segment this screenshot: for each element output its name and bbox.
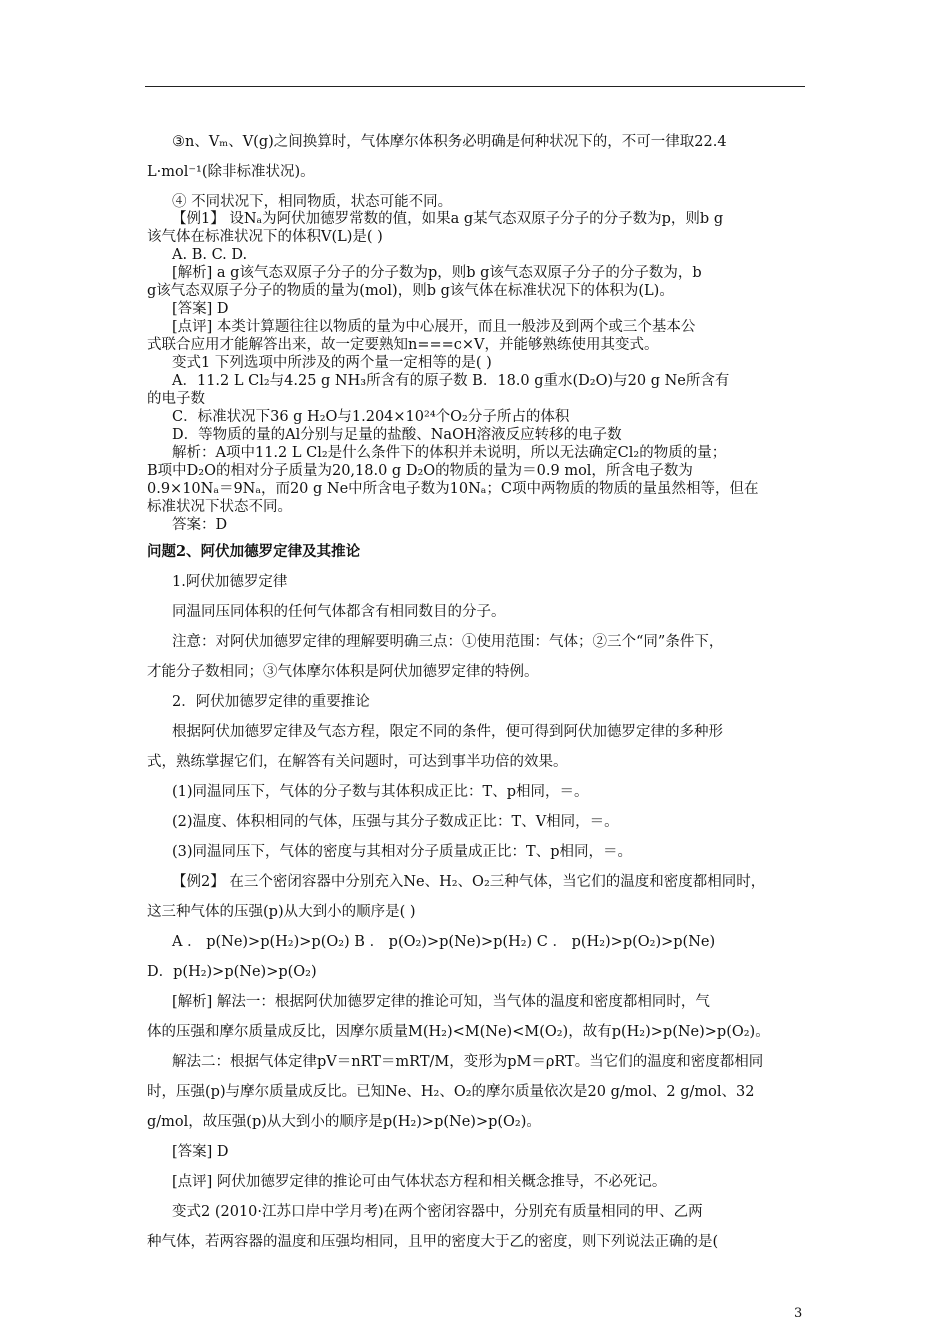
text-line: g/mol，故压强(p)从大到小的顺序是p(H₂)>p(Ne)>p(O₂)。 bbox=[147, 1114, 541, 1130]
text-line: 解法二：根据气体定律pV＝nRT＝mRT/M，变形为pM＝ρRT。当它们的温度和密度都相同 bbox=[172, 1054, 764, 1070]
text-line: (3)同温同压下，气体的密度与其相对分子质量成正比：T、p相同，＝。 bbox=[172, 844, 632, 860]
text-line: D．等物质的量的Al分别与足量的盐酸、NaOH溶液反应转移的电子数 bbox=[172, 427, 622, 443]
text-line: C．标准状况下36 g H₂O与1.204×10²⁴个O₂分子所占的体积 bbox=[172, 409, 570, 425]
text-line: ④ 不同状况下，相同物质，状态可能不同。 bbox=[172, 194, 453, 210]
text-line: 【例1】 设Nₐ为阿伏加德罗常数的值，如果a g某气态双原子分子的分子数为p，则b g bbox=[172, 211, 724, 227]
text-line: (1)同温同压下，气体的分子数与其体积成正比：T、p相同，＝。 bbox=[172, 784, 589, 800]
text-line: 0.9×10Nₐ＝9Nₐ，而20 g Ne中所含电子数为10Nₐ；C项中两物质的物质的量虽然相等，但在 bbox=[147, 481, 759, 497]
text-line: 解析：A项中11.2 L Cl₂是什么条件下的体积并未说明，所以无法确定Cl₂的物质的量； bbox=[172, 445, 727, 461]
text-line: [点评] 阿伏加德罗定律的推论可由气体状态方程和相关概念推导，不必死记。 bbox=[172, 1174, 667, 1190]
text-line: 体的压强和摩尔质量成反比，因摩尔质量M(H₂)<M(Ne)<M(O₂)，故有p(H₂)>p(Ne)>p(O₂)。 bbox=[147, 1024, 770, 1040]
text-line: 该气体在标准状况下的体积V(L)是( ) bbox=[147, 229, 383, 245]
text-line: A ． p(Ne)>p(H₂)>p(O₂) B ． p(O₂)>p(Ne)>p(H₂) C ． p(H₂)>p(O₂)>p(Ne) bbox=[172, 934, 716, 950]
text-line: 式联合应用才能解答出来，故一定要熟知n===c×V，并能够熟练使用其变式。 bbox=[147, 337, 659, 353]
page-number: 3 bbox=[794, 1306, 803, 1321]
text-line: A．11.2 L Cl₂与4.25 g NH₃所含有的原子数 B．18.0 g重水(D₂O)与20 g Ne所含有 bbox=[172, 373, 730, 389]
text-line: [点评] 本类计算题往往以物质的量为中心展开，而且一般涉及到两个或三个基本公 bbox=[172, 319, 696, 335]
text-line: L·mol⁻¹(除非标准状况)。 bbox=[147, 164, 315, 180]
text-line: 根据阿伏加德罗定律及气态方程，限定不同的条件，便可得到阿伏加德罗定律的多种形 bbox=[172, 724, 723, 740]
header-rule bbox=[145, 86, 805, 87]
text-line: 才能分子数相同；③气体摩尔体积是阿伏加德罗定律的特例。 bbox=[147, 664, 539, 680]
section-heading: 问题2、阿伏加德罗定律及其推论 bbox=[147, 543, 361, 560]
text-line: A. B. C. D. bbox=[172, 247, 248, 263]
text-line: ③n、Vₘ、V(g)之间换算时，气体摩尔体积务必明确是何种状况下的，不可一律取22.4 bbox=[172, 134, 727, 150]
text-line: g该气态双原子分子的物质的量为(mol)，则b g该气体在标准状况下的体积为(L)。 bbox=[147, 283, 674, 299]
text-line: D．p(H₂)>p(Ne)>p(O₂) bbox=[147, 964, 317, 980]
text-line: 标准状况下状态不同。 bbox=[147, 499, 292, 515]
text-line: 式，熟练掌握它们，在解答有关问题时，可达到事半功倍的效果。 bbox=[147, 754, 568, 770]
text-line: [解析] a g该气态双原子分子的分子数为p，则b g该气态双原子分子的分子数为，b bbox=[172, 265, 702, 281]
text-line: [解析] 解法一：根据阿伏加德罗定律的推论可知，当气体的温度和密度都相同时，气 bbox=[172, 994, 710, 1010]
text-line: (2)温度、体积相同的气体，压强与其分子数成正比：T、V相同，＝。 bbox=[172, 814, 619, 830]
text-line: 同温同压同体积的任何气体都含有相同数目的分子。 bbox=[172, 604, 506, 620]
text-line: 【例2】 在三个密闭容器中分别充入Ne、H₂、O₂三种气体，当它们的温度和密度都相同时， bbox=[172, 874, 766, 890]
text-line: 答案：D bbox=[172, 517, 228, 533]
text-line: 的电子数 bbox=[147, 391, 205, 407]
text-line: [答案] D bbox=[172, 301, 229, 317]
text-line: 这三种气体的压强(p)从大到小的顺序是( ) bbox=[147, 904, 416, 920]
text-line: B项中D₂O的相对分子质量为20,18.0 g D₂O的物质的量为＝0.9 mol，所含电子数为 bbox=[147, 463, 693, 479]
text-line: 注意：对阿伏加德罗定律的理解要明确三点：①使用范围：气体；②三个“同”条件下， bbox=[172, 634, 724, 650]
text-line: 1.阿伏加德罗定律 bbox=[172, 574, 288, 590]
text-line: 2．阿伏加德罗定律的重要推论 bbox=[172, 694, 370, 710]
text-line: 时，压强(p)与摩尔质量成反比。已知Ne、H₂、O₂的摩尔质量依次是20 g/mol、2 g/mol、32 bbox=[147, 1084, 755, 1100]
text-line: 变式2 (2010·江苏口岸中学月考)在两个密闭容器中，分别充有质量相同的甲、乙两 bbox=[172, 1204, 703, 1220]
text-line: 种气体，若两容器的温度和压强均相同，且甲的密度大于乙的密度，则下列说法正确的是( bbox=[147, 1234, 719, 1250]
text-line: [答案] D bbox=[172, 1144, 229, 1160]
text-line: 变式1 下列选项中所涉及的两个量一定相等的是( ) bbox=[172, 355, 492, 371]
